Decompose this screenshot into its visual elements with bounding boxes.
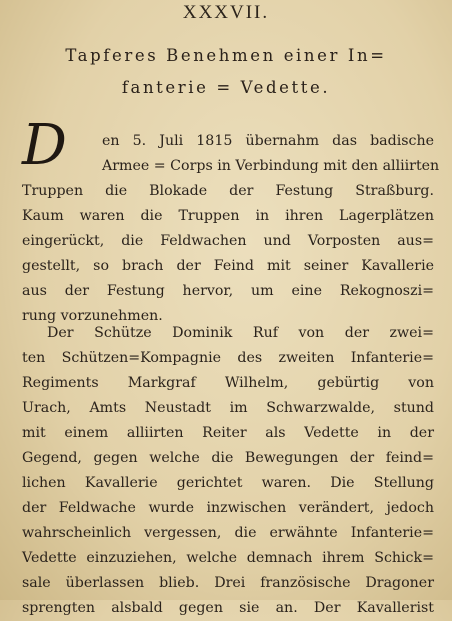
- text-line: Der Schütze Dominik Ruf von der zwei=: [47, 325, 434, 341]
- text-line: gestellt, so brach der Feind mit seiner Kavallerie: [22, 258, 434, 274]
- text-line: mit einem alliirten Reiter als Vedette in der: [22, 425, 434, 441]
- chapter-heading-line-2: fanterie = Vedette.: [121, 78, 331, 97]
- text-line: Urach, Amts Neustadt im Schwarzwalde, stund: [22, 400, 434, 416]
- text-line: aus der Festung hervor, um eine Rekognoszi=: [22, 283, 434, 299]
- drop-cap: D: [22, 113, 67, 178]
- text-line: der Feldwache wurde inzwischen verändert, jedoch: [22, 500, 434, 516]
- text-line: sale überlassen blieb. Drei französische Dragoner: [22, 575, 434, 591]
- text-line: Regiments Markgraf Wilhelm, gebürtig von: [22, 375, 434, 391]
- text-line: ten Schützen=Kompagnie des zweiten Infanterie=: [22, 350, 434, 366]
- text-line: eingerückt, die Feldwachen und Vorposten aus=: [22, 233, 434, 249]
- paragraph-2: [22, 321, 434, 621]
- text-line: Armee = Corps in Verbindung mit den alliirten: [102, 158, 440, 174]
- text-line: en 5. Juli 1815 übernahm das badische: [102, 133, 434, 149]
- text-line: Kaum waren die Truppen in ihren Lagerplätzen: [22, 208, 434, 224]
- chapter-heading-line-1: Tapferes Benehmen einer In=: [65, 46, 387, 65]
- text-line: sprengten alsbald gegen sie an. Der Kavallerist: [22, 600, 434, 616]
- text-line: rung vorzunehmen.: [22, 308, 163, 324]
- chapter-number: XXXVII.: [182, 2, 270, 23]
- text-line: Vedette einzuziehen, welche demnach ihrem Schick=: [22, 550, 434, 566]
- text-line: wahrscheinlich vergessen, die erwähnte Infanterie=: [22, 525, 434, 541]
- text-line: lichen Kavallerie gerichtet waren. Die Stellung: [22, 475, 434, 491]
- text-line: Truppen die Blokade der Festung Straßburg.: [22, 183, 434, 199]
- text-line: Gegend, gegen welche die Bewegungen der feind=: [22, 450, 434, 466]
- paragraph-1: [22, 129, 440, 329]
